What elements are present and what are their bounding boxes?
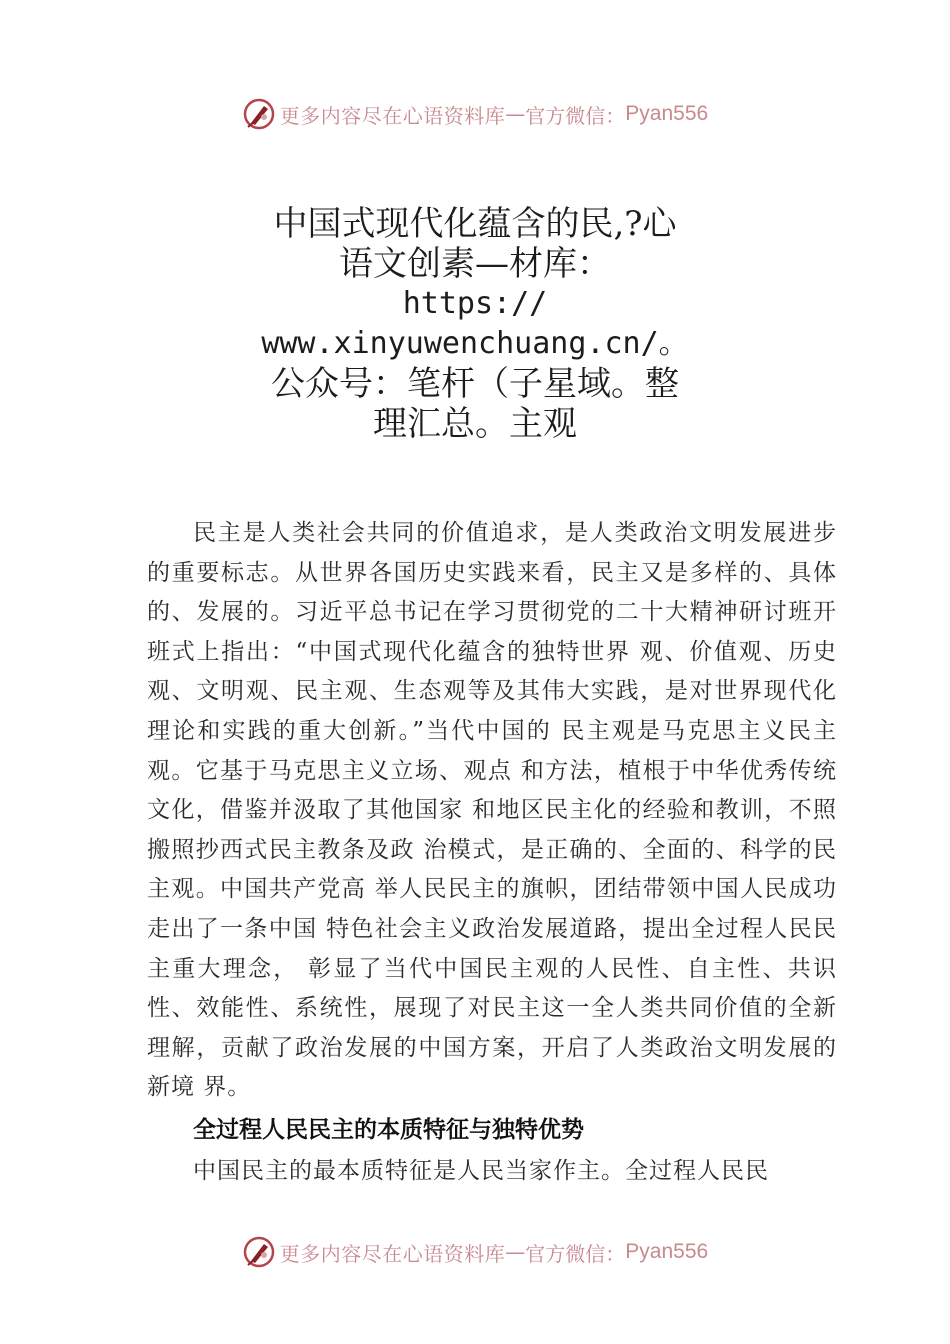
title-line: 中国式现代化蕴含的民,?心 [273,204,677,244]
promo-text: 更多内容尽在心语资料库 [279,1241,506,1266]
wechat-label: 官方微信： [525,103,626,128]
wechat-label: 官方微信： [525,1241,626,1266]
promo-text: 更多内容尽在心语资料库 [279,103,506,128]
title-url-line: https:// [402,286,548,321]
document-body [147,514,837,1192]
body-paragraph: 民主是人类社会共同的价值追求，是人类政治文明发展进步的重要标志。从世界各国历史实践来看，民主又是多样的、具体的、发展的。习近平总书记在学习贯彻党的二十大精神研讨班开班式上指出：“中国式现代化蕴含的独特世界 观、价值观、历史观、文明观、民主观、生态观等及其伟大实践，是对世界现代化理论和实践的重大创新。”当代中国的 民主观是马克思主义民主观。它基于马克思主义立场、观点 和方法，植根于中华优秀传统文化，借鉴并汲取了其他国家 和地区民主化的经验和教训，不照搬照抄西式民主教条及政 治模式，是正确的、全面的、科学的民主观。中国共产党高 举人民民主的旗帜，团结带领中国人民成功走出了一条中国 特色社会主义政治发展道路，提出全过程人民民主重大理念， 彰显了当代中国民主观的人民性、自主性、共识性、效能性、系统性，展现了对民主这一全人类共同价值的全新理解，贡献了政治发展的中国方案，开启了人类政治文明发展的新境 界。 [147,520,837,1101]
banner-separator: — [505,102,526,126]
title-line: 公众号：笔杆（子星域。整 [271,364,679,404]
pen-circle-logo-icon [242,1235,276,1269]
title-url-line: www.xinyuwenchuang.cn/。 [261,326,689,361]
wechat-id: Pyan556 [625,1240,709,1263]
body-paragraph: 中国民主的最本质特征是人民当家作主。全过程人民民 [193,1157,769,1184]
document-title [175,204,775,444]
title-line: 理汇总。主观 [373,404,577,444]
banner-separator: — [505,1240,526,1264]
title-line: 语文创素—材库： [339,244,611,284]
wechat-id: Pyan556 [625,102,709,125]
header-banner [0,94,950,134]
footer-banner [0,1232,950,1272]
section-heading: 全过程人民民主的本质特征与独特优势 [193,1116,584,1143]
pen-circle-logo-icon [242,97,276,131]
